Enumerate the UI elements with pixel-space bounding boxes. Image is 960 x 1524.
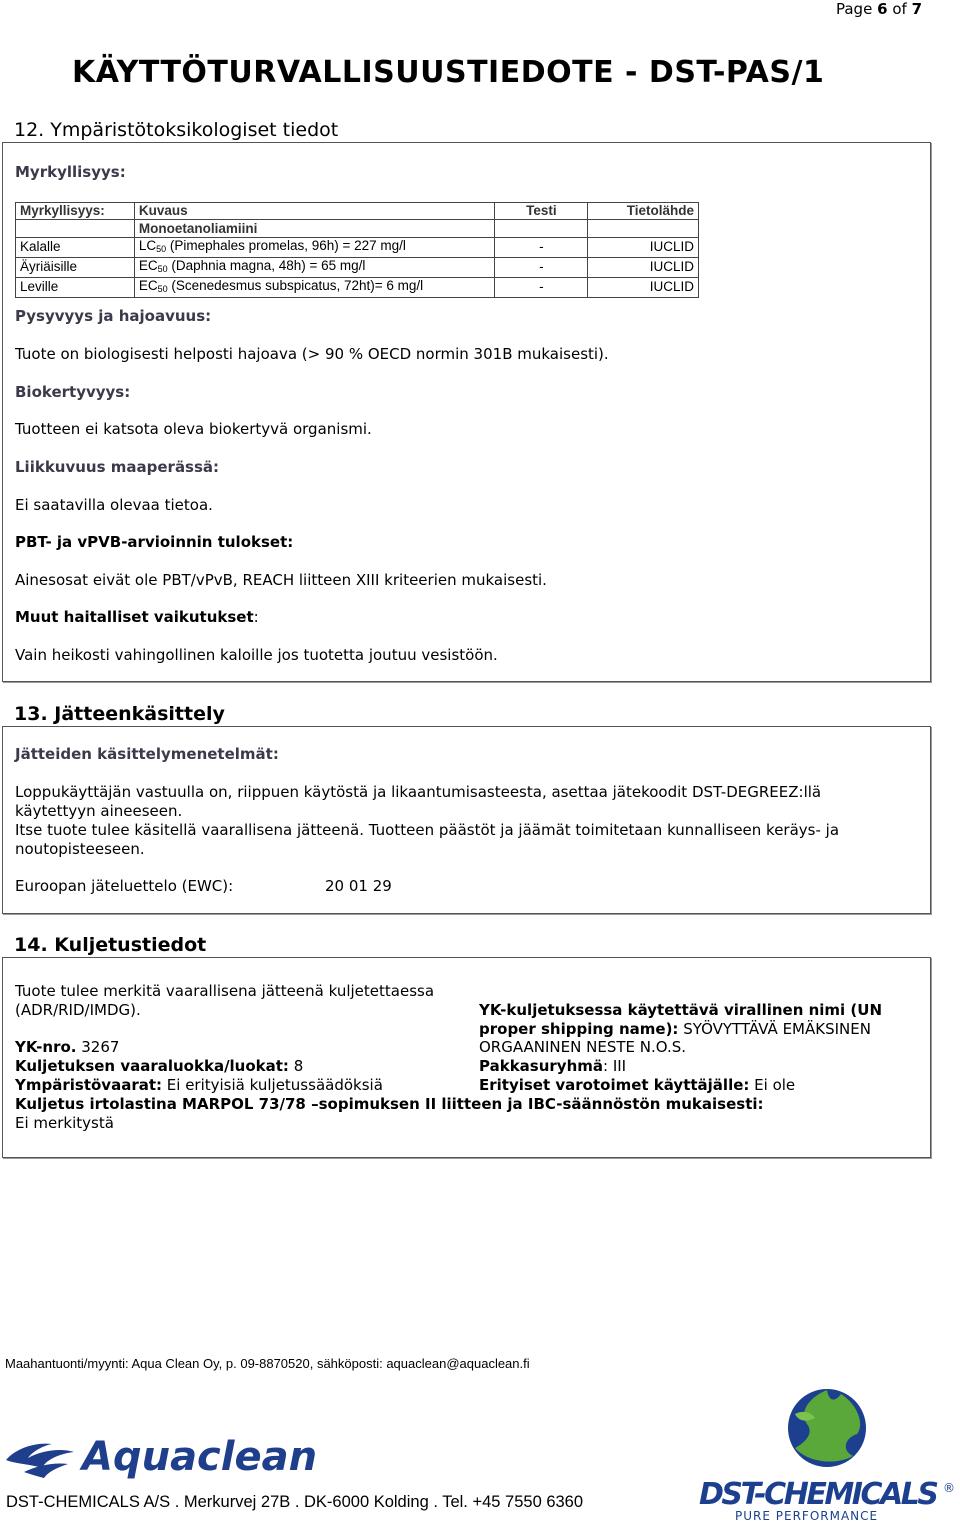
bulk-transport-value: Ei merkitystä xyxy=(15,1114,114,1132)
page-total: 7 xyxy=(911,0,922,18)
other-effects-label: Muut haitalliset vaikutukset: xyxy=(15,608,259,626)
footer-contact: Maahantuonti/myynti: Aqua Clean Oy, p. 09-8870520, sähköposti: aquaclean@aquaclean.fi xyxy=(5,1356,530,1371)
header-cell-source: Tietolähde xyxy=(588,203,699,220)
other-effects-text: Vain heikosti vahingollinen kaloille jos tuotetta joutuu vesistöön. xyxy=(15,646,498,664)
registered-mark: ® xyxy=(943,1481,955,1495)
table-row xyxy=(16,257,699,277)
document-title: KÄYTTÖTURVALLISUUSTIEDOTE - DST-PAS/1 xyxy=(72,55,825,90)
toxicity-table xyxy=(15,202,699,298)
section-12-box xyxy=(2,142,931,682)
pbt-label: PBT- ja vPVB-arvioinnin tulokset: xyxy=(15,533,294,551)
source-cell: IUCLID xyxy=(588,237,699,257)
ewc-code: 20 01 29 xyxy=(325,877,392,895)
description-cell: $LC_{50}$ (Pimephales promelas, 96h) = 227 mg/l xyxy=(134,237,495,257)
description-cell: $EC_{50}$ (Scenedesmus subspicatus, 72ht)= 6 mg/l xyxy=(134,277,495,297)
bioaccumulation-label: Biokertyvyys: xyxy=(15,383,131,401)
substance-name: Monoetanoliamiini xyxy=(134,220,495,237)
shipping-name-label-1: YK-kuljetuksessa käytettävä virallinen nimi (UN xyxy=(479,1001,883,1019)
special-precautions: Erityiset varotoimet käyttäjälle: Ei ole xyxy=(479,1076,796,1094)
table-row xyxy=(16,237,699,257)
waste-text-line-4: noutopisteeseen. xyxy=(15,840,145,858)
dst-logo-text: DST-CHEMICALS xyxy=(699,1477,939,1512)
page-current: 6 xyxy=(877,0,888,18)
organism-cell: Äyriäisille xyxy=(16,257,135,277)
organism-cell: Leville xyxy=(16,277,135,297)
mobility-label: Liikkuvuus maaperässä: xyxy=(15,458,220,476)
environmental-hazards: Ympäristövaarat: Ei erityisiä kuljetussäädöksiä xyxy=(15,1076,383,1094)
test-cell: - xyxy=(495,277,588,297)
shipping-name-value-2: ORGAANINEN NESTE N.O.S. xyxy=(479,1038,686,1056)
section-13-box xyxy=(2,726,931,914)
toxicity-label: Myrkyllisyys: xyxy=(15,163,126,181)
pbt-text: Ainesosat eivät ole PBT/vPvB, REACH liitteen XIII kriteerien mukaisesti. xyxy=(15,571,547,589)
test-cell: - xyxy=(495,237,588,257)
waste-text-line-3: Itse tuote tulee käsitellä vaarallisena jätteenä. Tuotteen päästöt ja jäämät toimitetaan kunnalliseen keräys- ja xyxy=(15,821,840,839)
header-cell-organism: Myrkyllisyys: xyxy=(16,203,135,220)
waste-text-line-1: Loppukäyttäjän vastuulla on, riippuen käytöstä ja likaantumisasteesta, asettaa jätekoodit DST-DEGREEZ:llä xyxy=(15,783,822,801)
packing-group: Pakkasuryhmä: III xyxy=(479,1057,627,1075)
waste-text-line-2: käytettyyn aineeseen. xyxy=(15,802,183,820)
dst-logo-tagline: PURE PERFORMANCE xyxy=(735,1509,879,1523)
dst-chemicals-logo xyxy=(695,1384,955,1524)
source-cell: IUCLID xyxy=(588,257,699,277)
mobility-text: Ei saatavilla olevaa tietoa. xyxy=(15,496,213,514)
bioaccumulation-text: Tuotteen ei katsota oleva biokertyvä organismi. xyxy=(15,420,372,438)
section-14-heading: 14. Kuljetustiedot xyxy=(14,934,207,956)
section-13-heading: 13. Jätteenkäsittely xyxy=(14,703,225,725)
page-of: of xyxy=(892,0,907,18)
dst-globe-icon xyxy=(787,1388,867,1468)
un-number: YK-nro. 3267 xyxy=(15,1038,120,1056)
waste-methods-label: Jätteiden käsittelymenetelmät: xyxy=(15,745,279,763)
table-header-row xyxy=(16,203,699,220)
source-cell: IUCLID xyxy=(588,277,699,297)
table-row xyxy=(16,277,699,297)
persistence-text: Tuote on biologisesti helposti hajoava (> 90 % OECD normin 301B mukaisesti). xyxy=(15,345,609,363)
footer-address: DST-CHEMICALS A/S . Merkurvej 27B . DK-6000 Kolding . Tel. +45 7550 6360 xyxy=(6,1493,584,1511)
header-cell-test: Testi xyxy=(495,203,588,220)
page-prefix: Page xyxy=(835,0,873,18)
test-cell: - xyxy=(495,257,588,277)
aquaclean-logo-text: Aquaclean xyxy=(82,1434,318,1480)
header-cell-description: Kuvaus xyxy=(134,203,495,220)
bulk-transport-label: Kuljetus irtolastina MARPOL 73/78 –sopimuksen II liitteen ja IBC-säännöstön mukaisesti: xyxy=(15,1095,764,1113)
hazard-class: Kuljetuksen vaaraluokka/luokat: 8 xyxy=(15,1057,304,1075)
marking-line-2: (ADR/RID/IMDG). xyxy=(15,1001,141,1019)
shipping-name-label-2: proper shipping name): SYÖVYTTÄVÄ EMÄKSINEN xyxy=(479,1020,871,1038)
aquaclean-swoosh-icon xyxy=(6,1444,74,1478)
description-cell: $EC_{50}$ (Daphnia magna, 48h) = 65 mg/l xyxy=(134,257,495,277)
section-12-heading: 12. Ympäristötoksikologiset tiedot xyxy=(14,119,339,141)
organism-cell: Kalalle xyxy=(16,237,135,257)
page-number xyxy=(836,0,922,18)
ewc-label: Euroopan jäteluettelo (EWC): xyxy=(15,877,234,895)
persistence-label: Pysyvyys ja hajoavuus: xyxy=(15,307,212,325)
marking-line-1: Tuote tulee merkitä vaarallisena jätteenä kuljetettaessa xyxy=(15,982,435,1000)
section-14-box xyxy=(2,957,931,1158)
aquaclean-logo xyxy=(2,1428,352,1480)
table-row xyxy=(16,220,699,237)
